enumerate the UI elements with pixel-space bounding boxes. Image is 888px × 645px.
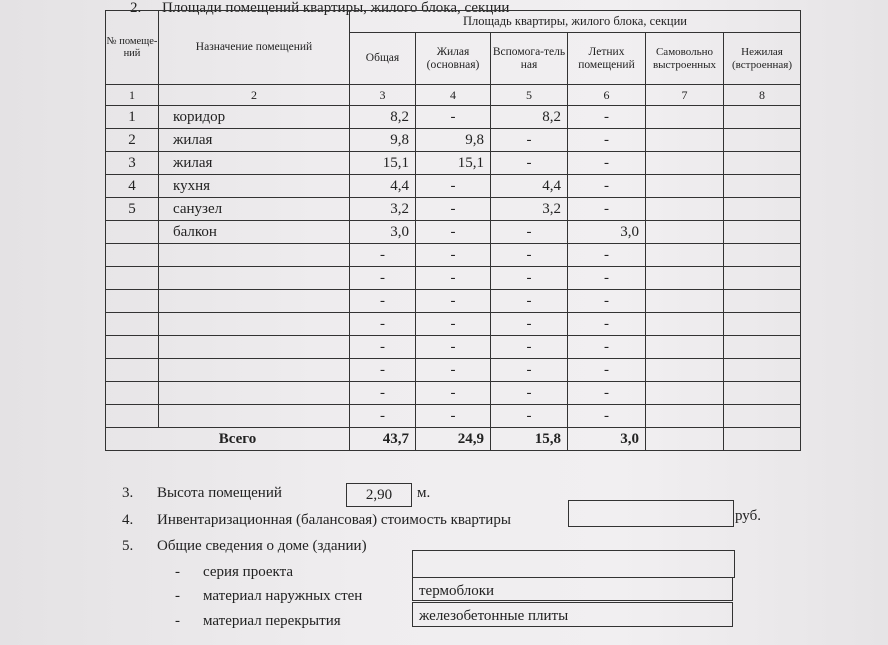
header-room-number: № помеще-ний — [106, 11, 159, 85]
table-row — [106, 106, 801, 129]
room-number — [106, 313, 159, 336]
room-total-area: 3,0 — [350, 221, 416, 244]
room-auxiliary-area: - — [491, 313, 568, 336]
table-row — [106, 405, 801, 428]
header-non-living: Нежилая (встроенная) — [724, 33, 801, 85]
room-total-area: - — [350, 405, 416, 428]
room-number — [106, 290, 159, 313]
totals-self-built-area — [646, 428, 724, 451]
room-summer-area: 3,0 — [568, 221, 646, 244]
room-self-built-area — [646, 405, 724, 428]
project-series-dash: - — [175, 564, 180, 580]
header-area-group: Площадь квартиры, жилого блока, секции — [350, 11, 801, 33]
room-non-living-area — [724, 175, 801, 198]
room-summer-area: - — [568, 106, 646, 129]
table-row — [106, 336, 801, 359]
room-summer-area: - — [568, 290, 646, 313]
room-number — [106, 336, 159, 359]
room-total-area: 15,1 — [350, 152, 416, 175]
room-living-area: - — [416, 290, 491, 313]
room-living-area: - — [416, 175, 491, 198]
table-row — [106, 129, 801, 152]
room-summer-area: - — [568, 129, 646, 152]
room-number: 1 — [106, 106, 159, 129]
floor-material-label: материал перекрытия — [203, 613, 341, 629]
room-auxiliary-area: 4,4 — [491, 175, 568, 198]
room-self-built-area — [646, 336, 724, 359]
wall-material-field: термоблоки — [412, 577, 733, 601]
room-non-living-area — [724, 221, 801, 244]
room-total-area: - — [350, 290, 416, 313]
room-living-area: - — [416, 382, 491, 405]
room-self-built-area — [646, 221, 724, 244]
room-self-built-area — [646, 175, 724, 198]
room-summer-area: - — [568, 152, 646, 175]
table-row — [106, 359, 801, 382]
header-total: Общая — [350, 33, 416, 85]
column-index: 7 — [646, 85, 724, 106]
room-number — [106, 382, 159, 405]
room-total-area: - — [350, 336, 416, 359]
table-row — [106, 221, 801, 244]
room-summer-area: - — [568, 336, 646, 359]
room-non-living-area — [724, 129, 801, 152]
totals-row — [106, 428, 801, 451]
table-row — [106, 244, 801, 267]
room-self-built-area — [646, 152, 724, 175]
inventory-cost-unit: руб. — [735, 508, 761, 524]
room-number: 4 — [106, 175, 159, 198]
room-number — [106, 221, 159, 244]
room-auxiliary-area: - — [491, 382, 568, 405]
room-purpose — [159, 290, 350, 313]
header-self-built: Самовольно выстроенных — [646, 33, 724, 85]
room-non-living-area — [724, 336, 801, 359]
room-purpose — [159, 244, 350, 267]
room-living-area: - — [416, 405, 491, 428]
room-self-built-area — [646, 267, 724, 290]
column-index: 6 — [568, 85, 646, 106]
room-living-area: - — [416, 313, 491, 336]
column-index: 1 — [106, 85, 159, 106]
room-auxiliary-area: 3,2 — [491, 198, 568, 221]
room-purpose — [159, 267, 350, 290]
room-living-area: - — [416, 198, 491, 221]
room-purpose: балкон — [159, 221, 350, 244]
room-non-living-area — [724, 290, 801, 313]
room-summer-area: - — [568, 313, 646, 336]
column-index: 8 — [724, 85, 801, 106]
table-row — [106, 267, 801, 290]
section-3-number: 3. — [122, 485, 134, 501]
room-self-built-area — [646, 198, 724, 221]
room-non-living-area — [724, 267, 801, 290]
room-auxiliary-area: - — [491, 290, 568, 313]
room-summer-area: - — [568, 405, 646, 428]
room-total-area: 9,8 — [350, 129, 416, 152]
room-number — [106, 244, 159, 267]
areas-table — [105, 10, 801, 451]
room-summer-area: - — [568, 175, 646, 198]
section-4-label: Инвентаризационная (балансовая) стоимость квартиры — [157, 512, 511, 528]
totals-non-living-area — [724, 428, 801, 451]
totals-auxiliary-area: 15,8 — [491, 428, 568, 451]
room-total-area: - — [350, 359, 416, 382]
section-2-number: 2. — [130, 0, 142, 16]
room-living-area: 9,8 — [416, 129, 491, 152]
room-number: 5 — [106, 198, 159, 221]
room-self-built-area — [646, 129, 724, 152]
header-purpose: Назначение помещений — [159, 11, 350, 85]
ceiling-height-unit: м. — [417, 485, 431, 501]
column-index: 3 — [350, 85, 416, 106]
room-non-living-area — [724, 382, 801, 405]
room-living-area: - — [416, 221, 491, 244]
room-non-living-area — [724, 313, 801, 336]
room-number — [106, 267, 159, 290]
section-5-label: Общие сведения о доме (здании) — [157, 538, 367, 554]
room-living-area: - — [416, 267, 491, 290]
room-living-area: - — [416, 359, 491, 382]
floor-material-dash: - — [175, 613, 180, 629]
wall-material-label: материал наружных стен — [203, 588, 363, 604]
room-purpose: жилая — [159, 129, 350, 152]
column-index: 5 — [491, 85, 568, 106]
section-4-number: 4. — [122, 512, 134, 528]
room-number: 2 — [106, 129, 159, 152]
table-row — [106, 313, 801, 336]
room-summer-area: - — [568, 244, 646, 267]
room-total-area: - — [350, 313, 416, 336]
column-index: 4 — [416, 85, 491, 106]
room-number — [106, 359, 159, 382]
section-2-label: Площади помещений квартиры, жилого блока, секции — [162, 0, 510, 16]
room-auxiliary-area: - — [491, 405, 568, 428]
room-purpose: жилая — [159, 152, 350, 175]
room-auxiliary-area: 8,2 — [491, 106, 568, 129]
room-total-area: - — [350, 382, 416, 405]
table-row — [106, 175, 801, 198]
section-3-label: Высота помещений — [157, 485, 282, 501]
header-auxiliary: Вспомога-тельная — [491, 33, 568, 85]
room-non-living-area — [724, 106, 801, 129]
header-summer: Летних помещений — [568, 33, 646, 85]
totals-summer-area: 3,0 — [568, 428, 646, 451]
room-auxiliary-area: - — [491, 336, 568, 359]
room-non-living-area — [724, 359, 801, 382]
inventory-cost-field — [568, 500, 734, 527]
column-index-row — [106, 85, 801, 106]
room-purpose: кухня — [159, 175, 350, 198]
table-row — [106, 152, 801, 175]
room-summer-area: - — [568, 382, 646, 405]
room-self-built-area — [646, 359, 724, 382]
totals-total-area: 43,7 — [350, 428, 416, 451]
room-living-area: - — [416, 336, 491, 359]
room-purpose — [159, 336, 350, 359]
room-self-built-area — [646, 313, 724, 336]
room-number — [106, 405, 159, 428]
room-non-living-area — [724, 198, 801, 221]
room-number: 3 — [106, 152, 159, 175]
room-auxiliary-area: - — [491, 267, 568, 290]
room-living-area: - — [416, 244, 491, 267]
room-auxiliary-area: - — [491, 244, 568, 267]
room-total-area: 8,2 — [350, 106, 416, 129]
room-self-built-area — [646, 290, 724, 313]
table-row — [106, 290, 801, 313]
totals-label: Всего — [106, 428, 350, 451]
room-self-built-area — [646, 244, 724, 267]
room-auxiliary-area: - — [491, 221, 568, 244]
table-row — [106, 198, 801, 221]
room-auxiliary-area: - — [491, 152, 568, 175]
room-rows — [106, 106, 801, 428]
table-row — [106, 382, 801, 405]
header-living: Жилая (основная) — [416, 33, 491, 85]
column-index: 2 — [159, 85, 350, 106]
project-series-label: серия проекта — [203, 564, 294, 580]
room-summer-area: - — [568, 359, 646, 382]
room-non-living-area — [724, 152, 801, 175]
room-purpose: санузел — [159, 198, 350, 221]
room-self-built-area — [646, 106, 724, 129]
room-purpose: коридор — [159, 106, 350, 129]
room-self-built-area — [646, 382, 724, 405]
room-purpose — [159, 359, 350, 382]
room-auxiliary-area: - — [491, 359, 568, 382]
room-total-area: - — [350, 244, 416, 267]
wall-material-dash: - — [175, 588, 180, 604]
totals-living-area: 24,9 — [416, 428, 491, 451]
room-living-area: - — [416, 106, 491, 129]
room-purpose — [159, 313, 350, 336]
room-auxiliary-area: - — [491, 129, 568, 152]
room-purpose — [159, 382, 350, 405]
room-total-area: 3,2 — [350, 198, 416, 221]
room-summer-area: - — [568, 267, 646, 290]
ceiling-height-value: 2,90 — [346, 483, 412, 507]
room-non-living-area — [724, 405, 801, 428]
floor-material-field: железобетонные плиты — [412, 602, 733, 627]
room-non-living-area — [724, 244, 801, 267]
section-5-number: 5. — [122, 538, 134, 554]
room-total-area: 4,4 — [350, 175, 416, 198]
project-series-field — [412, 550, 735, 578]
room-summer-area: - — [568, 198, 646, 221]
room-purpose — [159, 405, 350, 428]
room-living-area: 15,1 — [416, 152, 491, 175]
room-total-area: - — [350, 267, 416, 290]
